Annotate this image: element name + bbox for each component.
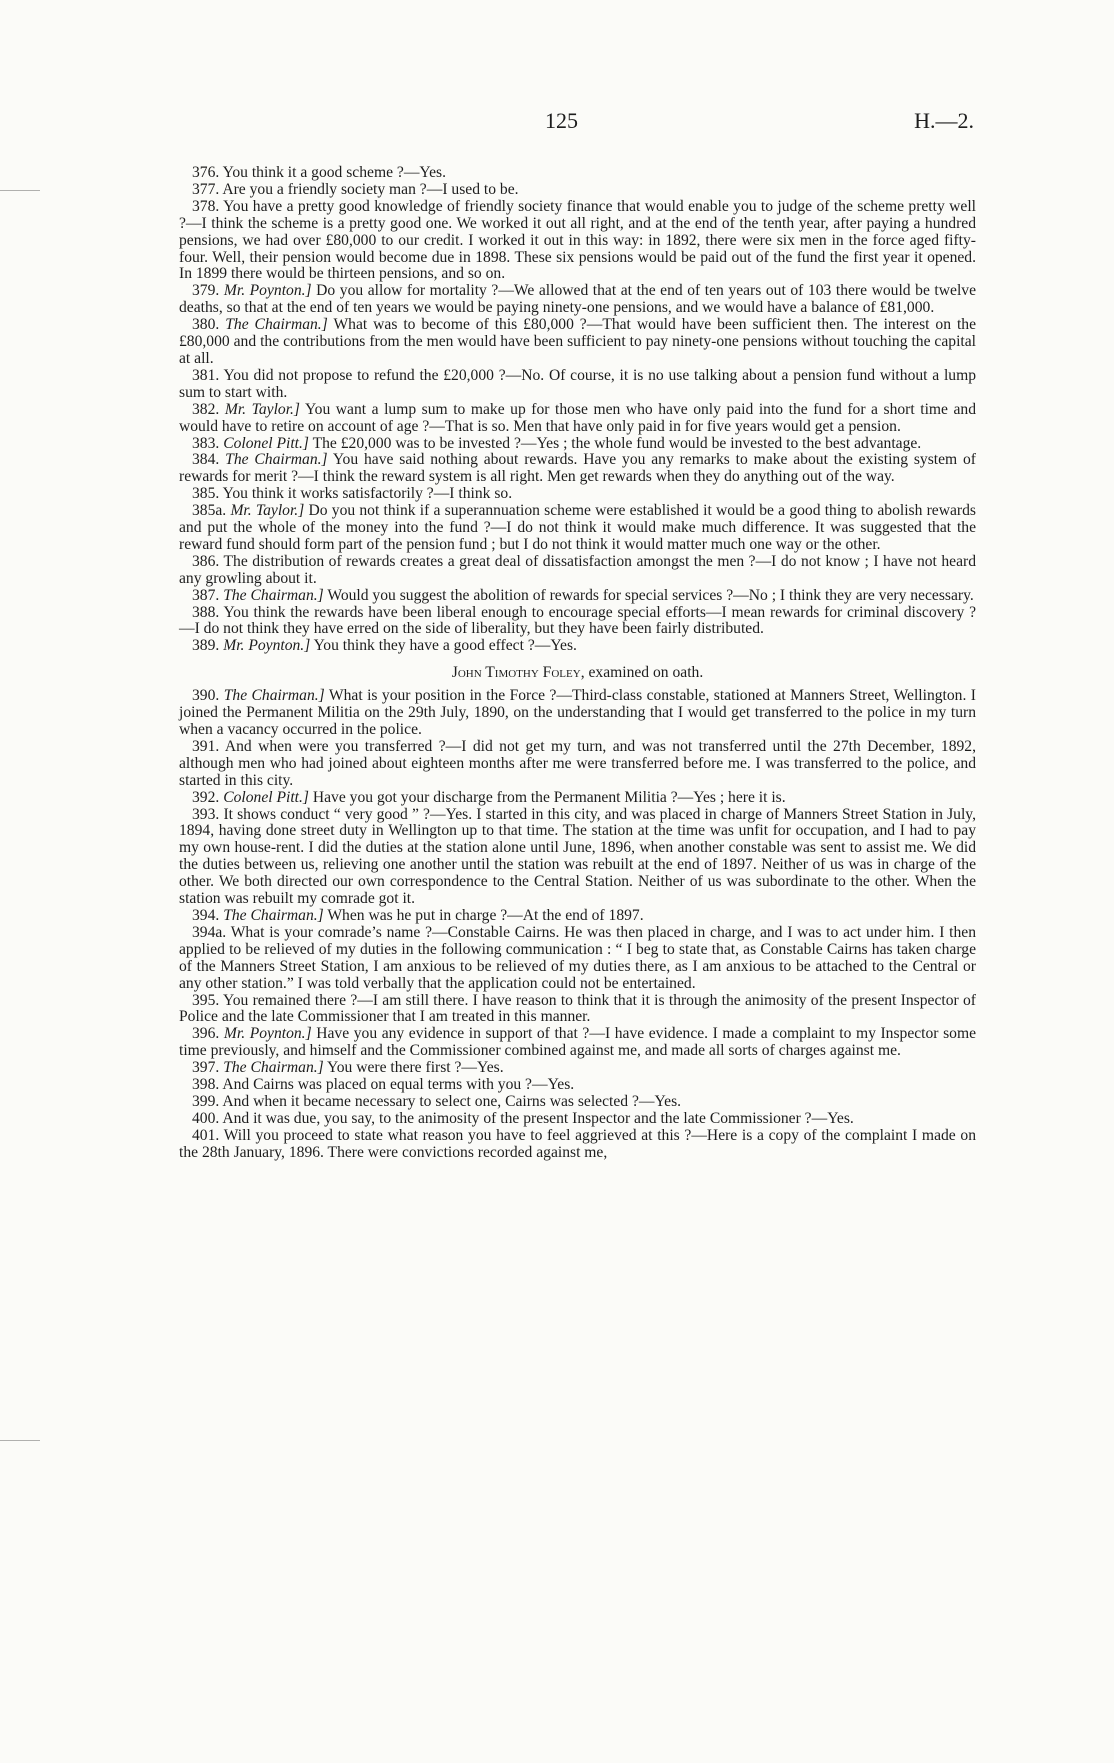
page-body bbox=[179, 165, 976, 1162]
paragraph-text: What is your comrade’s name ?—Constable Cairns. He was then placed in charge, and I was to act under him. I then applied to be relieved of my duties in the following communication : “ I beg to state that, as Constable Cairns has taken charge of the Manners Street Station, I am anxious to be relieved of my duties there, as I am anxious to be attached to the Central or any other station.” I was told verbally that the application could not be entertained. bbox=[179, 923, 976, 992]
question-number: 384. bbox=[192, 451, 220, 469]
qa-paragraph bbox=[179, 925, 976, 993]
question-number: 391. bbox=[192, 737, 220, 755]
margin-mark bbox=[0, 190, 40, 191]
qa-paragraph bbox=[179, 317, 976, 368]
paragraph-text: Have you got your discharge from the Permanent Militia ?—Yes ; here it is. bbox=[312, 788, 786, 806]
qa-paragraph bbox=[179, 1077, 976, 1094]
question-number: 395. bbox=[192, 991, 220, 1009]
question-number: 377. bbox=[192, 180, 220, 198]
qa-paragraph bbox=[179, 402, 976, 436]
paragraph-text: You remained there ?—I am still there. I have reason to think that it is through the animosity of the present Inspector of Police and the late Commissioner that I am treated in this manner. bbox=[179, 991, 976, 1026]
speaker-name: Mr. Poynton.] bbox=[223, 1025, 312, 1043]
qa-paragraph bbox=[179, 688, 976, 739]
paragraph-text: And when were you transferred ?—I did not get my turn, and was not transferred until the 27th December, 1892, although men who had joined about eighteen months after me were transferred before me. I was transferred to the police, and started in this city. bbox=[179, 737, 976, 789]
question-number: 381. bbox=[192, 366, 220, 384]
paragraph-text: What was to become of this £80,000 ?—That would have been sufficient then. The interest on the £80,000 and the contributions from the men would have been sufficient to pay ninety-one pensions without touching the capital at all. bbox=[179, 316, 976, 367]
question-number: 382. bbox=[192, 400, 220, 418]
qa-paragraph bbox=[179, 199, 976, 284]
qa-paragraph bbox=[179, 503, 976, 554]
witness-heading bbox=[179, 665, 976, 682]
qa-paragraph bbox=[179, 638, 976, 655]
question-number: 385. bbox=[192, 485, 220, 503]
qa-paragraph bbox=[179, 790, 976, 807]
document-reference: H.—2. bbox=[914, 108, 974, 133]
question-number: 394a. bbox=[192, 923, 227, 941]
speaker-name: Colonel Pitt.] bbox=[223, 434, 309, 452]
speaker-name: Colonel Pitt.] bbox=[223, 788, 309, 806]
speaker-name: Mr. Poynton.] bbox=[223, 282, 312, 300]
question-number: 386. bbox=[192, 552, 220, 570]
paragraph-text: When was he put in charge ?—At the end of 1897. bbox=[327, 906, 644, 924]
paragraph-text: What is your position in the Force ?—Third-class constable, stationed at Manners Street, Wellington. I joined the Permanent Militia on the 29th July, 1890, on the understanding that I would get transferred to the police in my turn when a vacancy occurred in the police. bbox=[179, 687, 976, 738]
speaker-name: The Chairman.] bbox=[223, 687, 325, 705]
paragraph-text: The distribution of rewards creates a great deal of dissatisfaction amongst the men ?—I do not know ; I have not heard any growling about it. bbox=[179, 552, 976, 587]
paragraph-text: Do you not think if a superannuation scheme were established it would be a good thing to abolish rewards and put the whole of the money into the fund ?—I do not think it would make much difference. It was suggested that the reward fund should form part of the pension fund ; but I do not think it would matter much one way or the other. bbox=[179, 502, 976, 553]
speaker-name: The Chairman.] bbox=[223, 906, 324, 924]
paragraph-text: Are you a friendly society man ?—I used to be. bbox=[222, 180, 519, 198]
paragraph-text: You did not propose to refund the £20,000 ?—No. Of course, it is no use talking about a pension fund without a lump sum to start with. bbox=[179, 366, 977, 401]
question-number: 387. bbox=[192, 586, 220, 604]
question-number: 393. bbox=[192, 805, 220, 823]
speaker-name: The Chairman.] bbox=[225, 451, 328, 469]
qa-paragraph bbox=[179, 165, 976, 182]
question-number: 385a. bbox=[192, 502, 227, 520]
paragraph-text: You have said nothing about rewards. Have you any remarks to make about the existing system of rewards for merit ?—I think the reward system is all right. Men get rewards when they do anything out of the way. bbox=[179, 451, 976, 486]
paragraph-text: Have you any evidence in support of that ?—I have evidence. I made a complaint to my Inspector some time previously, and himself and the Commissioner combined against me, and made all sorts of charges against me. bbox=[179, 1025, 976, 1060]
qa-paragraph bbox=[179, 452, 976, 486]
qa-paragraph bbox=[179, 486, 976, 503]
paragraph-text: You think they have a good effect ?—Yes. bbox=[313, 637, 577, 655]
question-number: 397. bbox=[192, 1059, 220, 1077]
qa-paragraph bbox=[179, 1094, 976, 1111]
qa-paragraph bbox=[179, 993, 976, 1027]
paragraph-text: Will you proceed to state what reason you have to feel aggrieved at this ?—Here is a copy of the complaint I made on the 28th January, 1896. There were convictions recorded against me, bbox=[179, 1126, 976, 1161]
question-number: 400. bbox=[192, 1109, 220, 1127]
paragraph-text: And when it became necessary to select one, Cairns was selected ?—Yes. bbox=[222, 1092, 682, 1110]
paragraph-text: You want a lump sum to make up for those men who have only paid into the fund for a short time and would have to retire on account of age ?—That is so. Men that have only paid in for five years would get a pension. bbox=[179, 400, 976, 435]
question-number: 390. bbox=[192, 687, 220, 705]
paragraph-text: The £20,000 was to be invested ?—Yes ; the whole fund would be invested to the best advantage. bbox=[312, 434, 922, 452]
paragraph-text: You think the rewards have been liberal enough to encourage special efforts—I mean rewards for criminal discovery ?—I do not think they have erred on the side of liberality, but they have been fairly distributed. bbox=[179, 603, 976, 638]
qa-paragraph bbox=[179, 1060, 976, 1077]
paragraph-text: And Cairns was placed on equal terms with you ?—Yes. bbox=[222, 1076, 575, 1094]
question-number: 398. bbox=[192, 1076, 220, 1094]
speaker-name: Mr. Taylor.] bbox=[230, 502, 305, 520]
speaker-name: Mr. Taylor.] bbox=[224, 400, 300, 418]
witness-heading-suffix: , examined on oath. bbox=[580, 664, 704, 682]
witness-name: John Timothy Foley bbox=[451, 664, 581, 682]
qa-paragraph bbox=[179, 908, 976, 925]
qa-paragraph bbox=[179, 588, 976, 605]
question-number: 383. bbox=[192, 434, 220, 452]
qa-paragraph bbox=[179, 1128, 976, 1162]
margin-mark bbox=[0, 1440, 40, 1441]
speaker-name: Mr. Poynton.] bbox=[223, 637, 311, 655]
qa-paragraph bbox=[179, 1111, 976, 1128]
paragraph-text: And it was due, you say, to the animosity of the present Inspector and the late Commissioner ?—Yes. bbox=[222, 1109, 854, 1127]
qa-paragraph bbox=[179, 807, 976, 908]
question-number: 379. bbox=[192, 282, 220, 300]
testimony-section-2 bbox=[179, 688, 976, 1161]
question-number: 401. bbox=[192, 1126, 220, 1144]
qa-paragraph bbox=[179, 554, 976, 588]
page-number: 125 bbox=[545, 108, 578, 133]
question-number: 376. bbox=[192, 164, 220, 181]
speaker-name: The Chairman.] bbox=[223, 1059, 324, 1077]
qa-paragraph bbox=[179, 436, 976, 453]
paragraph-text: Do you allow for mortality ?—We allowed that at the end of ten years out of 103 there would be twelve deaths, so that at the end of ten years we would be paying ninety-one pensions, and we would have a balance of £81,000. bbox=[179, 282, 976, 317]
qa-paragraph bbox=[179, 283, 976, 317]
qa-paragraph bbox=[179, 739, 976, 790]
qa-paragraph bbox=[179, 368, 976, 402]
question-number: 399. bbox=[192, 1092, 220, 1110]
qa-paragraph bbox=[179, 1026, 976, 1060]
paragraph-text: You have a pretty good knowledge of friendly society finance that would enable you to judge of the scheme pretty well ?—I think the scheme is a pretty good one. We worked it out all right, and at the end of the tenth year, after paying a hundred pensions, we had over £80,000 to our credit. I worked it out in this way: in 1892, there were six men in the force aged fifty-four. Well, their pension would become due in 1898. These six pensions would be paid out of the fund the first year it opened. In 1899 there would be thirteen pensions, and so on. bbox=[179, 197, 976, 283]
question-number: 388. bbox=[192, 603, 220, 621]
question-number: 396. bbox=[192, 1025, 220, 1043]
paragraph-text: You think it a good scheme ?—Yes. bbox=[222, 164, 446, 181]
testimony-section-1 bbox=[179, 165, 976, 655]
question-number: 378. bbox=[192, 197, 220, 215]
question-number: 394. bbox=[192, 906, 220, 924]
question-number: 380. bbox=[192, 316, 220, 334]
paragraph-text: You were there first ?—Yes. bbox=[327, 1059, 504, 1077]
qa-paragraph bbox=[179, 182, 976, 199]
question-number: 389. bbox=[192, 637, 220, 655]
paragraph-text: Would you suggest the abolition of rewards for special services ?—No ; I think they are very necessary. bbox=[327, 586, 974, 604]
page-header bbox=[0, 108, 1114, 140]
paragraph-text: It shows conduct “ very good ” ?—Yes. I started in this city, and was placed in charge of Manners Street Station in July, 1894, having done street duty in Wellington up to that time. The station at the time was unfit for occupation, and I had to pay my own house-rent. I did the duties at the station alone until June, 1896, when another constable was sent to assist me. We did the duties between us, relieving one another until the station was rebuilt at the end of 1897. Neither of us was in charge of the other. We both directed our own correspondence to the Central Station. Neither of us was subordinate to the other. When the station was rebuilt my comrade got it. bbox=[179, 805, 976, 908]
paragraph-text: You think it works satisfactorily ?—I think so. bbox=[222, 485, 513, 503]
speaker-name: The Chairman.] bbox=[225, 316, 328, 334]
question-number: 392. bbox=[192, 788, 220, 806]
qa-paragraph bbox=[179, 605, 976, 639]
speaker-name: The Chairman.] bbox=[223, 586, 324, 604]
